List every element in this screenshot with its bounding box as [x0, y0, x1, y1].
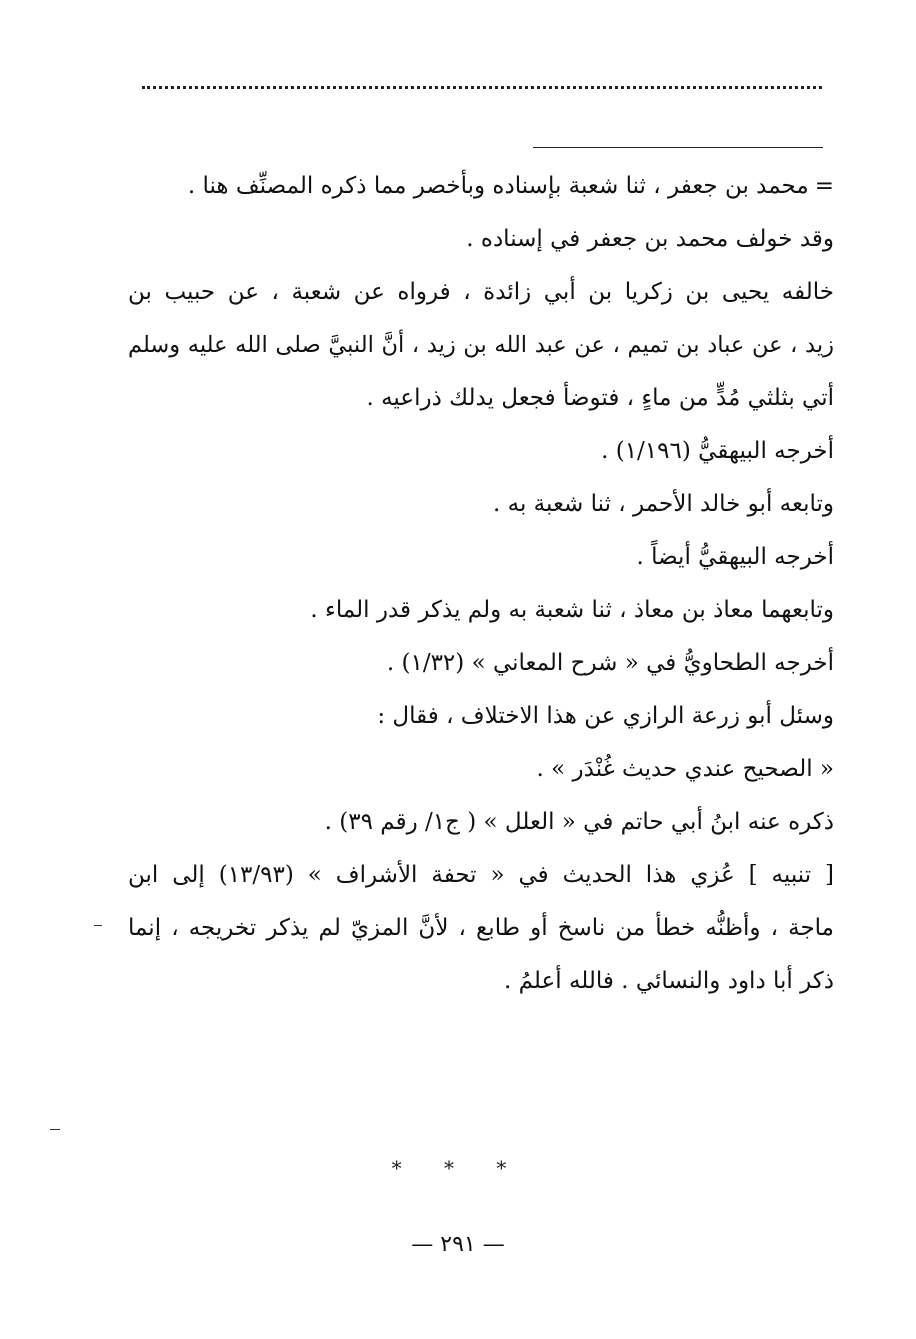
margin-mark [94, 925, 102, 926]
footnote-text [128, 160, 834, 1008]
footnote-line: « الصحيح عندي حديث غُنْدَر » . [536, 756, 834, 782]
footnote-line: ذكره عنه ابنُ أبي حاتم في « العلل » ( ج١/ رقم ٣٩) . [324, 809, 834, 835]
footnote-line: أخرجه البيهقيُّ (١/١٩٦) . [601, 438, 834, 464]
footnote-line: وتابعهما معاذ بن معاذ ، ثنا شعبة به ولم يذكر قدر الماء . [310, 597, 834, 623]
footnote-line: زيد ، عن عباد بن تميم ، عن عبد الله بن زيد ، أنَّ النبيَّ صلى الله عليه وسلم [128, 332, 834, 358]
footnote-line: [ تنبيه ] عُزي هذا الحديث في « تحفة الأشراف » (١٣/٩٣) إلى ابن [128, 862, 834, 888]
footnote-line: ماجة ، وأظنُّه خطأ من ناسخ أو طابع ، لأنَّ المزيّ لم يذكر تخريجه ، إنما [128, 915, 834, 941]
footnote-line: وتابعه أبو خالد الأحمر ، ثنا شعبة به . [493, 491, 834, 517]
footnote-rule [533, 147, 823, 148]
footnote-line: أتي بثلثي مُدٍّ من ماءٍ ، فتوضأ فجعل يدلك ذراعيه . [366, 385, 834, 411]
footnote-line: وقد خولف محمد بن جعفر في إسناده . [466, 226, 834, 252]
footnote-line: ذكر أبا داود والنسائي . فالله أعلمُ . [504, 968, 834, 994]
footnote-line: =محمد بن جعفر ، ثنا شعبة بإسناده وبأخصر مما ذكره المصنِّف هنا . [128, 160, 834, 213]
dotted-separator-rule [142, 86, 822, 89]
section-separator-asterisks: * * * [391, 1156, 525, 1180]
continuation-marker: = [814, 173, 834, 199]
margin-mark [50, 1129, 60, 1130]
footnote-line: أخرجه الطحاويُّ في « شرح المعاني » (١/٣٢) . [386, 650, 834, 676]
footnote-line: خالفه يحيى بن زكريا بن أبي زائدة ، فرواه عن شعبة ، عن حبيب بن [128, 279, 834, 305]
page-number: — ٢٩١ — [411, 1232, 505, 1257]
footnote-line: وسئل أبو زرعة الرازي عن هذا الاختلاف ، فقال : [377, 703, 834, 729]
footnote-line: أخرجه البيهقيُّ أيضاً . [636, 544, 834, 570]
